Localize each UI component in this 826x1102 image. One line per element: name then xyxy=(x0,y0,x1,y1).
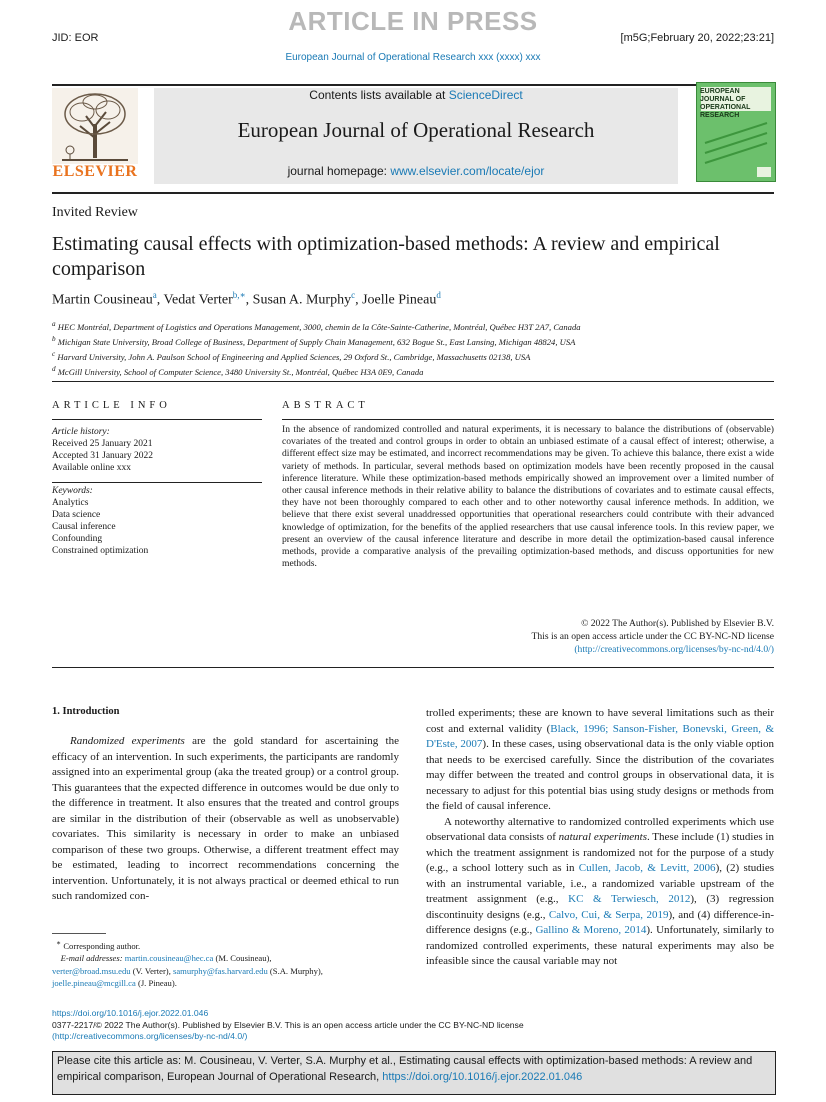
history-received: Received 25 January 2021 xyxy=(52,439,153,449)
article-title: Estimating causal effects with optimization-based methods: A review and empirical comparison xyxy=(52,233,720,280)
introduction-heading: 1. Introduction xyxy=(52,706,120,717)
keyword: Analytics xyxy=(52,498,89,508)
author-name[interactable]: Vedat Verter xyxy=(163,292,233,308)
intro-paragraph: trolled experiments; these are known to have several limitations such as their cost and external validity (Black, 1996; Sanson-Fisher, Bonevski, Green, & D'Este, 2007). In these cases, using observational data is the only viable option that needs to be exercised carefully. Since the distribution of the covariates may differ between the treated and control groups in observational data, it is necessary to adjust for this potential bias using study designs or methods from the field of causal inference. xyxy=(426,707,774,812)
cite-this-article-box xyxy=(52,1051,776,1095)
article-type: Invited Review xyxy=(52,205,138,220)
intro-column-left xyxy=(52,734,399,905)
author-name[interactable]: Martin Cousineau xyxy=(52,292,153,308)
keyword: Data science xyxy=(52,510,101,520)
email-link[interactable]: samurphy@fas.harvard.edu xyxy=(172,965,268,976)
intro-column-right xyxy=(426,706,774,970)
journal-title: European Journal of Operational Research xyxy=(237,118,595,142)
keywords xyxy=(52,485,262,557)
doi-link[interactable]: https://doi.org/10.1016/j.ejor.2022.01.046 xyxy=(52,1008,209,1018)
elsevier-wordmark: ELSEVIER xyxy=(52,163,138,180)
email-line: joelle.pineau@mcgill.ca (J. Pineau). xyxy=(52,978,177,989)
abstract-heading: ABSTRACT xyxy=(282,400,369,411)
journal-homepage-line xyxy=(154,164,678,178)
email-link[interactable]: verter@broad.msu.edu xyxy=(52,965,131,976)
citation-link[interactable]: Gallino & Moreno, 2014 xyxy=(535,924,647,936)
email-line: E-mail addresses: martin.cousineau@hec.ca (M. Cousineau), xyxy=(60,953,272,964)
contents-prefix: Contents lists available at xyxy=(309,88,449,102)
homepage-prefix: journal homepage: xyxy=(287,164,391,178)
license-line: This is an open access article under the CC BY-NC-ND license xyxy=(531,631,774,642)
doi-block xyxy=(52,1008,774,1043)
history-label: Article history: xyxy=(52,427,110,437)
citation-link[interactable]: KC & Terwiesch, 2012 xyxy=(568,893,691,905)
email-line: verter@broad.msu.edu (V. Verter), samurphy@fas.harvard.edu (S.A. Murphy), xyxy=(52,965,323,976)
keywords-label: Keywords: xyxy=(52,486,93,496)
article-history xyxy=(52,426,262,474)
history-online: Available online xxx xyxy=(52,463,131,473)
abstract-rule xyxy=(282,419,774,420)
author-affiliation-mark[interactable]: c xyxy=(351,290,356,300)
author-name[interactable]: Joelle Pineau xyxy=(362,292,437,308)
author-affiliation-mark[interactable]: d xyxy=(436,290,441,300)
copyright-line: © 2022 The Author(s). Published by Elsevier B.V. xyxy=(581,618,774,629)
keyword: Confounding xyxy=(52,534,103,544)
affiliation-item: $^b$ Michigan State University, Broad College of Business, Department of Supply Chain Management, 632 Bogue St., East Lansing, Michigan 48824, USA xyxy=(52,334,576,347)
license-link[interactable]: (http://creativecommons.org/licenses/by-nc-nd/4.0/) xyxy=(574,644,774,655)
title-divider xyxy=(52,381,774,382)
abstract-copyright xyxy=(282,617,774,656)
journal-reference-link[interactable]: European Journal of Operational Research xxx (xxxx) xxx xyxy=(285,52,541,63)
intro-paragraph: A noteworthy alternative to randomized controlled experiments which use observational data consists of natural experiments. These include (1) studies in which the treatment assignment is randomized not for the purpose of a study (e.g., a school lottery such as in Cullen, Jacob, & Levitt, 2006), (2) studies with an instrumental variable, i.e., a randomized variable upstream of the treatment assignment (e.g., KC & Terwiesch, 2012), (3) regression discontinuity designs (e.g., Calvo, Cui, & Serpa, 2019), and (4) difference-in-difference designs (e.g., Gallino & Moreno, 2014). Unfortunately, similarly to randomized controlled experiments, these natural experiments may also be infeasible since the causal variable may not xyxy=(426,815,775,967)
keywords-rule xyxy=(52,482,262,483)
masthead-top-rule xyxy=(52,84,774,86)
citation-link[interactable]: Black, 1996; Sanson-Fisher, Bonevski, Green, & D'Este, 2007 xyxy=(426,722,774,750)
footnote xyxy=(52,937,399,990)
issn-line: 0377-2217/© 2022 The Author(s). Published by Elsevier B.V. This is an open access article under the CC BY-NC-ND license xyxy=(52,1019,524,1030)
article-info-rule xyxy=(52,419,262,420)
footnote-rule xyxy=(52,933,106,934)
affiliation-item: $^a$ HEC Montréal, Department of Logistics and Operations Management, 3000, chemin de la Côte-Sainte-Catherine, Montréal, Québec H3T 2A7, Canada xyxy=(52,320,581,332)
author-list: Martin Cousineau$^a$, Vedat Verter$^{b,∗}$, Susan A. Murphy$^c$, Joelle Pineau$^d$ xyxy=(52,290,441,308)
affiliation-item: $^d$ McGill University, School of Computer Science, 3480 University St., Montréal, Québec H3A 0E9, Canada xyxy=(52,364,424,377)
sciencedirect-link[interactable]: ScienceDirect xyxy=(448,88,523,102)
email-link[interactable]: joelle.pineau@mcgill.ca xyxy=(52,978,136,989)
contents-line xyxy=(154,88,678,102)
masthead-bottom-rule xyxy=(52,192,774,194)
citation-link[interactable]: Cullen, Jacob, & Levitt, 2006 xyxy=(578,862,716,874)
intro-paragraph: Randomized experiments are the gold standard for ascertaining the efficacy of an intervention. In such experiments, the participants are randomly assigned into an experimental group (aka the treated group) or a control group. This guarantees that the expected difference in outcomes would be due only to the difference in treatment. It also ensures that the treated and control groups are similar in the distribution of their (observable as well as unobservable) covariates. This similarity is necessary in order to make an unbiased comparison of these two groups. Otherwise, a different treatment effect may be estimated, leading to incorrect recommendations concerning the intervention. Unfortunately, it is not always practical or deemed ethical to run such randomized con- xyxy=(52,735,399,902)
abstract-text: In the absence of randomized controlled and natural experiments, it is necessary to balance the distributions of (observable) covariates of the treated and control groups in order to obtain an unbiased estimate of a causal effect of interest; otherwise, a different effect size may be estimated, and incorrect recommendations may be given. To achieve this balance, there exist a wide variety of methods. In particular, several methods based on optimization models have been recently proposed in the causal inference literature. While these optimization-based methods empirically showed an improvement over a limited number of other causal inference methods in their relative ability to balance the distributions of covariates and to estimate causal effects, they have not been thoroughly compared to each other and to other noteworthy causal inference methods. In addition, we believe that there exist several unaddressed opportunities that operational researchers could contribute with their advanced knowledge of optimization, for the benefits of the applied researchers that use causal inference tools. In this review paper, we present an overview of the causal inference literature and describe in more detail the optimization-based causal inference methods, provide a comparative analysis of the prevailing optimization-based methods, and discuss opportunities for new methods. xyxy=(282,424,774,570)
email-link[interactable]: martin.cousineau@hec.ca xyxy=(124,953,214,964)
author-name[interactable]: Susan A. Murphy xyxy=(252,292,352,308)
author-affiliation-mark[interactable]: b,∗ xyxy=(232,290,246,300)
keyword: Causal inference xyxy=(52,522,116,532)
abstract-divider xyxy=(52,667,774,668)
cite-doi-link[interactable]: https://doi.org/10.1016/j.ejor.2022.01.046 xyxy=(382,1070,583,1083)
cover-journal-title: EUROPEAN JOURNAL OF OPERATIONAL RESEARCH xyxy=(700,88,751,119)
affiliation-item: $^c$ Harvard University, John A. Paulson School of Engineering and Applied Sciences, 29 Oxford St., Cambridge, Massachusetts 02138, USA xyxy=(52,349,531,362)
affiliations xyxy=(52,318,772,377)
homepage-link[interactable]: www.elsevier.com/locate/ejor xyxy=(390,164,545,178)
author-affiliation-mark[interactable]: a xyxy=(152,290,157,300)
citation-link[interactable]: Calvo, Cui, & Serpa, 2019 xyxy=(548,908,669,921)
build-stamp: [m5G;February 20, 2022;23:21] xyxy=(620,32,774,44)
license-link[interactable]: (http://creativecommons.org/licenses/by-nc-nd/4.0/) xyxy=(52,1031,248,1041)
article-in-press-banner: ARTICLE IN PRESS xyxy=(288,6,538,36)
keyword: Constrained optimization xyxy=(52,546,149,556)
cite-text: Please cite this article as: M. Cousineau, V. Verter, S.A. Murphy et al., Estimating causal effects with optimization-based methods: A review and empirical comparison, European Journal of Operational Research, xyxy=(57,1055,753,1083)
journal-id: JID: EOR xyxy=(52,32,99,44)
article-info-heading: ARTICLE INFO xyxy=(52,400,171,411)
corresponding-note: ∗ Corresponding author. xyxy=(56,939,141,951)
history-accepted: Accepted 31 January 2022 xyxy=(52,451,154,461)
